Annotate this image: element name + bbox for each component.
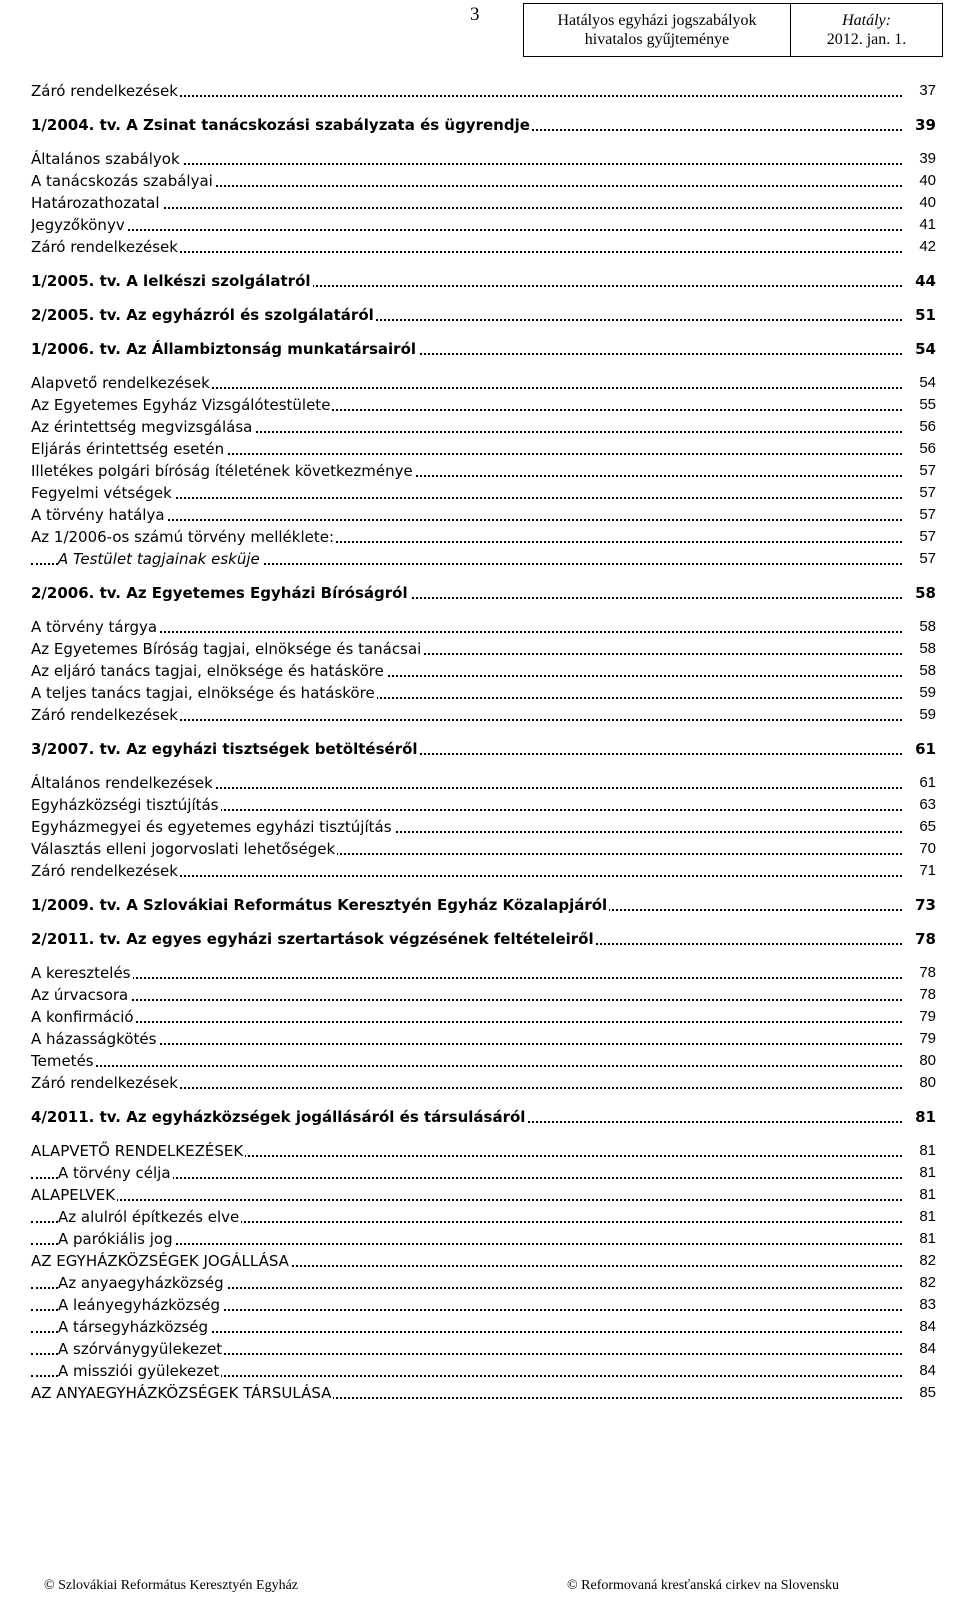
toc-entry-title: ALAPVETŐ RENDELKEZÉSEK xyxy=(31,1142,244,1160)
toc-entry-title: Az úrvacsora xyxy=(31,986,129,1004)
toc-entry[interactable] xyxy=(31,214,936,236)
toc-entry-page: 78 xyxy=(916,984,936,1006)
dot-leader xyxy=(31,977,902,979)
toc-entry-title: Az Egyetemes Bíróság tagjai, elnöksége és tanácsai xyxy=(31,640,422,658)
toc-entry-title: A törvény célja xyxy=(58,1164,171,1182)
toc-entry-page: 82 xyxy=(916,1272,936,1294)
toc-entry-title: A missziói gyülekezet xyxy=(58,1362,220,1380)
toc-entry[interactable] xyxy=(31,1250,936,1272)
dot-leader xyxy=(31,1199,902,1201)
toc-entry-title: 2/2005. tv. Az egyházról és szolgálatáról xyxy=(31,306,374,324)
toc-entry[interactable] xyxy=(31,794,936,816)
toc-entry-page: 79 xyxy=(916,1028,936,1050)
toc-entry-page: 82 xyxy=(916,1250,936,1272)
toc-entry-page: 71 xyxy=(916,860,936,882)
toc-entry-page: 61 xyxy=(916,772,936,794)
toc-entry-title: A parókiális jog xyxy=(58,1230,173,1248)
toc-entry[interactable] xyxy=(31,236,936,258)
toc-entry-page: 58 xyxy=(916,660,936,682)
toc-entry[interactable] xyxy=(31,438,936,460)
toc-entry-page: 54 xyxy=(912,338,936,360)
toc-entry-page: 84 xyxy=(916,1316,936,1338)
toc-entry-title: Illetékes polgári bíróság ítéletének következménye xyxy=(31,462,413,480)
toc-entry-title: A teljes tanács tagjai, elnöksége és hatásköre xyxy=(31,684,375,702)
dot-leader xyxy=(31,999,902,1001)
dot-leader xyxy=(31,1043,902,1045)
toc-entry[interactable] xyxy=(31,638,936,660)
toc-entry-title: Az Egyetemes Egyház Vizsgálótestülete xyxy=(31,396,331,414)
toc-entry-title: Az anyaegyházközség xyxy=(58,1274,224,1292)
toc-entry[interactable] xyxy=(31,548,936,570)
toc-entry-title: Záró rendelkezések xyxy=(31,1074,178,1092)
toc-entry-title: A leányegyházközség xyxy=(58,1296,220,1314)
toc-entry-page: 61 xyxy=(912,738,936,760)
toc-entry-title: A házasságkötés xyxy=(31,1030,157,1048)
toc-law-entry[interactable] xyxy=(31,1106,936,1128)
toc-entry-title: Az 1/2006-os számú törvény melléklete: xyxy=(31,528,335,546)
toc-entry-title: 1/2005. tv. A lelkészi szolgálatról xyxy=(31,272,311,290)
toc-entry-page: 51 xyxy=(912,304,936,326)
footer-copyright-sk: © Reformovaná kresťanská cirkev na Slovensku xyxy=(567,1578,840,1593)
toc-entry-title: Választás elleni jogorvoslati lehetőségek xyxy=(31,840,336,858)
toc-entry-page: 58 xyxy=(916,638,936,660)
toc-entry-page: 83 xyxy=(916,1294,936,1316)
toc-entry-page: 57 xyxy=(916,482,936,504)
toc-entry-page: 57 xyxy=(916,460,936,482)
toc-entry-title: 4/2011. tv. Az egyházközségek jogállásáról és társulásáról xyxy=(31,1108,526,1126)
toc-law-entry[interactable] xyxy=(31,114,936,136)
toc-entry-title: Általános rendelkezések xyxy=(31,774,213,792)
toc-entry-title: A törvény hatálya xyxy=(31,506,165,524)
toc-entry[interactable] xyxy=(31,616,936,638)
toc-law-entry[interactable] xyxy=(31,338,936,360)
dot-leader xyxy=(31,229,902,231)
effective-date: 2012. jan. 1. xyxy=(826,31,907,48)
toc-entry-page: 80 xyxy=(916,1050,936,1072)
toc-law-entry[interactable] xyxy=(31,738,936,760)
toc-entry[interactable] xyxy=(31,372,936,394)
toc-entry[interactable] xyxy=(31,416,936,438)
toc-entry[interactable] xyxy=(31,1162,936,1184)
toc-entry[interactable] xyxy=(31,1228,936,1250)
toc-entry-title: A törvény tárgya xyxy=(31,618,158,636)
toc-entry[interactable] xyxy=(31,838,936,860)
dot-leader xyxy=(31,1021,902,1023)
toc-entry-title: Jegyzőkönyv xyxy=(31,216,125,234)
toc-entry[interactable] xyxy=(31,148,936,170)
toc-entry-title: A társegyházközség xyxy=(58,1318,209,1336)
toc-entry-page: 70 xyxy=(916,838,936,860)
toc-entry[interactable] xyxy=(31,482,936,504)
toc-entry-title: A tanácskozás szabályai xyxy=(31,172,213,190)
toc-entry-page: 79 xyxy=(916,1006,936,1028)
toc-entry-page: 41 xyxy=(916,214,936,236)
toc-entry[interactable] xyxy=(31,80,936,102)
toc-entry-title: Az alulról építkezés elve xyxy=(58,1208,240,1226)
toc-entry[interactable] xyxy=(31,704,936,726)
toc-entry-page: 81 xyxy=(912,1106,936,1128)
toc-entry[interactable] xyxy=(31,1382,936,1404)
toc-entry-page: 40 xyxy=(916,170,936,192)
toc-entry-title: Temetés xyxy=(31,1052,94,1070)
toc-entry-page: 73 xyxy=(912,894,936,916)
toc-entry-title: 3/2007. tv. Az egyházi tisztségek betöltéséről xyxy=(31,740,418,758)
toc-entry[interactable] xyxy=(31,1006,936,1028)
toc-entry-page: 81 xyxy=(916,1206,936,1228)
toc-entry-title: Az eljáró tanács tagjai, elnöksége és hatásköre xyxy=(31,662,384,680)
toc-entry[interactable] xyxy=(31,984,936,1006)
toc-entry-title: 1/2006. tv. Az Állambiztonság munkatársairól xyxy=(31,340,417,358)
toc-entry-page: 78 xyxy=(912,928,936,950)
toc-entry-page: 40 xyxy=(916,192,936,214)
toc-entry[interactable] xyxy=(31,526,936,548)
toc-entry-page: 59 xyxy=(916,704,936,726)
toc-entry-page: 39 xyxy=(916,148,936,170)
toc-entry[interactable] xyxy=(31,170,936,192)
toc-law-entry[interactable] xyxy=(31,928,936,950)
toc-entry-title: Záró rendelkezések xyxy=(31,862,178,880)
toc-entry-title: Fegyelmi vétségek xyxy=(31,484,172,502)
toc-entry[interactable] xyxy=(31,682,936,704)
toc-entry-title: Határozathozatal xyxy=(31,194,160,212)
toc-entry[interactable] xyxy=(31,1140,936,1162)
toc-entry-page: 58 xyxy=(912,582,936,604)
toc-law-entry[interactable] xyxy=(31,270,936,292)
toc-entry-title: Általános szabályok xyxy=(31,150,180,168)
toc-entry[interactable] xyxy=(31,1050,936,1072)
toc-entry-page: 42 xyxy=(916,236,936,258)
toc-entry-title: 2/2011. tv. Az egyes egyházi szertartások végzésének feltételeiről xyxy=(31,930,594,948)
toc-entry-page: 54 xyxy=(916,372,936,394)
toc-law-entry[interactable] xyxy=(31,894,936,916)
toc-entry-page: 81 xyxy=(916,1140,936,1162)
toc-entry-page: 58 xyxy=(916,616,936,638)
table-of-contents xyxy=(31,80,936,1404)
toc-entry[interactable] xyxy=(31,394,936,416)
toc-entry[interactable] xyxy=(31,192,936,214)
effective-label: Hatály: xyxy=(842,12,891,29)
toc-entry[interactable] xyxy=(31,816,936,838)
toc-entry[interactable] xyxy=(31,1028,936,1050)
toc-entry-title: AZ EGYHÁZKÖZSÉGEK JOGÁLLÁSA xyxy=(31,1252,289,1270)
toc-entry-title: Záró rendelkezések xyxy=(31,706,178,724)
toc-entry-page: 56 xyxy=(916,416,936,438)
toc-entry-title: ALAPELVEK xyxy=(31,1186,116,1204)
toc-entry-title: Egyházmegyei és egyetemes egyházi tisztújítás xyxy=(31,818,392,836)
toc-entry[interactable] xyxy=(31,1184,936,1206)
toc-entry-page: 84 xyxy=(916,1338,936,1360)
toc-entry-page: 39 xyxy=(912,114,936,136)
toc-entry-title: A keresztelés xyxy=(31,964,131,982)
toc-entry-page: 81 xyxy=(916,1184,936,1206)
toc-entry-page: 81 xyxy=(916,1162,936,1184)
toc-entry[interactable] xyxy=(31,860,936,882)
toc-entry[interactable] xyxy=(31,504,936,526)
toc-entry-title: 2/2006. tv. Az Egyetemes Egyházi Bíróságról xyxy=(31,584,408,602)
toc-entry-page: 56 xyxy=(916,438,936,460)
toc-entry-page: 37 xyxy=(916,80,936,102)
toc-entry-title: A konfirmáció xyxy=(31,1008,134,1026)
toc-entry-page: 59 xyxy=(916,682,936,704)
dot-leader xyxy=(31,1065,902,1067)
toc-entry[interactable] xyxy=(31,1206,936,1228)
toc-entry[interactable] xyxy=(31,460,936,482)
page-footer xyxy=(0,1578,960,1600)
toc-entry[interactable] xyxy=(31,1294,936,1316)
toc-entry-title: Eljárás érintettség esetén xyxy=(31,440,225,458)
toc-law-entry[interactable] xyxy=(31,582,936,604)
toc-entry[interactable] xyxy=(31,772,936,794)
toc-entry[interactable] xyxy=(31,1360,936,1382)
toc-entry-page: 55 xyxy=(916,394,936,416)
toc-entry-page: 44 xyxy=(912,270,936,292)
header-box xyxy=(523,3,943,57)
toc-entry-page: 63 xyxy=(916,794,936,816)
footer-copyright-hu: © Szlovákiai Református Keresztyén Egyház xyxy=(44,1578,298,1593)
toc-entry-page: 78 xyxy=(916,962,936,984)
toc-entry-title: Záró rendelkezések xyxy=(31,238,178,256)
toc-entry-page: 80 xyxy=(916,1072,936,1094)
toc-entry-title: Az érintettség megvizsgálása xyxy=(31,418,253,436)
toc-entry-title: A Testület tagjainak esküje xyxy=(58,550,260,568)
toc-law-entry[interactable] xyxy=(31,304,936,326)
toc-entry[interactable] xyxy=(31,962,936,984)
dot-leader xyxy=(31,631,902,633)
collection-title xyxy=(524,4,791,56)
toc-entry-title: A szórványgyülekezet xyxy=(58,1340,223,1358)
page-number: 3 xyxy=(470,4,480,25)
toc-entry-page: 81 xyxy=(916,1228,936,1250)
toc-entry[interactable] xyxy=(31,660,936,682)
toc-entry-page: 84 xyxy=(916,1360,936,1382)
toc-entry-title: 1/2004. tv. A Zsinat tanácskozási szabályzata és ügyrendje xyxy=(31,116,530,134)
toc-entry-page: 85 xyxy=(916,1382,936,1404)
toc-entry-page: 57 xyxy=(916,548,936,570)
toc-entry-page: 65 xyxy=(916,816,936,838)
toc-entry-title: Alapvető rendelkezések xyxy=(31,374,210,392)
toc-entry[interactable] xyxy=(31,1316,936,1338)
toc-entry-title: Záró rendelkezések xyxy=(31,82,178,100)
toc-entry-title: AZ ANYAEGYHÁZKÖZSÉGEK TÁRSULÁSA xyxy=(31,1384,332,1402)
toc-entry[interactable] xyxy=(31,1072,936,1094)
toc-entry-title: Egyházközségi tisztújítás xyxy=(31,796,219,814)
dot-leader xyxy=(31,207,902,209)
collection-title-line1: Hatályos egyházi jogszabályok xyxy=(557,12,757,29)
toc-entry[interactable] xyxy=(31,1272,936,1294)
toc-entry-page: 57 xyxy=(916,504,936,526)
toc-entry-page: 57 xyxy=(916,526,936,548)
collection-title-line2: hivatalos gyűjteménye xyxy=(584,31,730,48)
toc-entry-title: 1/2009. tv. A Szlovákiai Református Keresztyén Egyház Közalapjáról xyxy=(31,896,608,914)
effective-date-box xyxy=(791,4,942,56)
toc-entry[interactable] xyxy=(31,1338,936,1360)
